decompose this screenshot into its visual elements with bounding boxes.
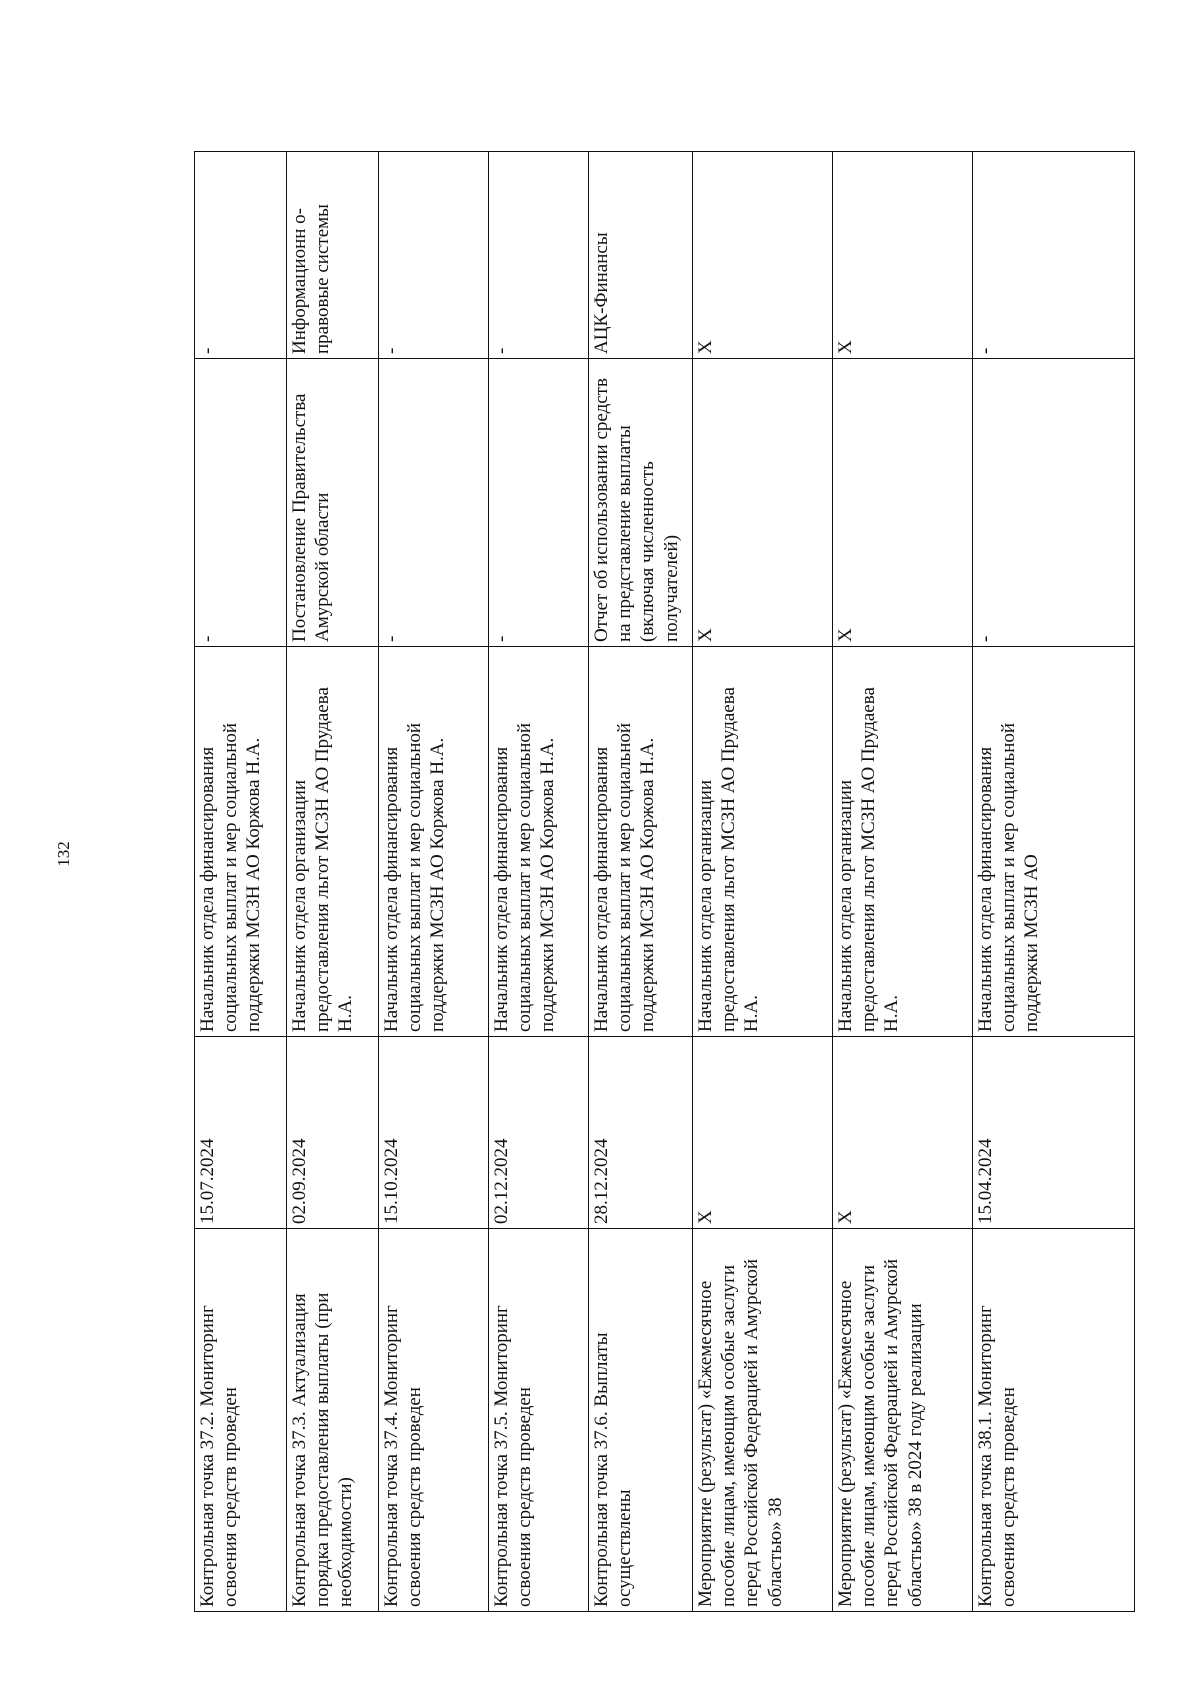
- responsible-cell: Начальник отдела финансирования социальных выплат и мер социальной поддержки МСЗН АО Коржова Н.А.: [589, 647, 693, 1037]
- table-row: [693, 152, 833, 1612]
- event-cell: Контрольная точка 37.4. Мониторинг освоения средств проведен: [379, 1229, 489, 1612]
- responsible-cell: Начальник отдела финансирования социальных выплат и мер социальной поддержки МСЗН АО Коржова Н.А.: [379, 647, 489, 1037]
- system-cell: Информационн о-правовые системы: [287, 152, 379, 359]
- table-row: [287, 152, 379, 1612]
- document-cell: -: [973, 359, 1135, 647]
- system-cell: -: [489, 152, 589, 359]
- system-cell: -: [379, 152, 489, 359]
- document-cell: -: [489, 359, 589, 647]
- table-row: [973, 152, 1135, 1612]
- table-row: [489, 152, 589, 1612]
- schedule-table: [194, 151, 1135, 1612]
- document-cell: X: [833, 359, 973, 647]
- table-row: [379, 152, 489, 1612]
- responsible-cell: Начальник отдела финансирования социальных выплат и мер социальной поддержки МСЗН АО: [973, 647, 1135, 1037]
- system-cell: X: [833, 152, 973, 359]
- event-cell: Контрольная точка 37.2. Мониторинг освоения средств проведен: [195, 1229, 287, 1612]
- table-row: [833, 152, 973, 1612]
- event-cell: Контрольная точка 37.6. Выплаты осуществлены: [589, 1229, 693, 1612]
- date-cell: 28.12.2024: [589, 1037, 693, 1229]
- responsible-cell: Начальник отдела организации предоставления льгот МСЗН АО Прудаева Н.А.: [833, 647, 973, 1037]
- control-points-table: [194, 152, 1134, 1612]
- date-cell: 15.10.2024: [379, 1037, 489, 1229]
- page-number: 132: [54, 841, 73, 867]
- document-cell: Отчет об использовании средств на представление выплаты (включая численность получателей): [589, 359, 693, 647]
- date-cell: 15.04.2024: [973, 1037, 1135, 1229]
- responsible-cell: Начальник отдела организации предоставления льгот МСЗН АО Прудаева Н.А.: [693, 647, 833, 1037]
- event-cell: Контрольная точка 37.3. Актуализация порядка предоставления выплаты (при необходимости): [287, 1229, 379, 1612]
- document-cell: -: [379, 359, 489, 647]
- system-cell: АЦК-Финансы: [589, 152, 693, 359]
- system-cell: -: [973, 152, 1135, 359]
- responsible-cell: Начальник отдела финансирования социальных выплат и мер социальной поддержки МСЗН АО Коржова Н.А.: [195, 647, 287, 1037]
- document-cell: Постановление Правительства Амурской области: [287, 359, 379, 647]
- event-cell: Мероприятие (результат) «Ежемесячное пособие лицам, имеющим особые заслуги перед Российской Федерацией и Амурской областью» 38: [693, 1229, 833, 1612]
- document-cell: X: [693, 359, 833, 647]
- date-cell: 15.07.2024: [195, 1037, 287, 1229]
- system-cell: X: [693, 152, 833, 359]
- event-cell: Контрольная точка 37.5. Мониторинг освоения средств проведен: [489, 1229, 589, 1612]
- table-row: [589, 152, 693, 1612]
- date-cell: 02.12.2024: [489, 1037, 589, 1229]
- date-cell: X: [693, 1037, 833, 1229]
- table-row: [195, 152, 287, 1612]
- event-cell: Контрольная точка 38.1. Мониторинг освоения средств проведен: [973, 1229, 1135, 1612]
- document-cell: -: [195, 359, 287, 647]
- responsible-cell: Начальник отдела организации предоставления льгот МСЗН АО Прудаева Н.А.: [287, 647, 379, 1037]
- date-cell: 02.09.2024: [287, 1037, 379, 1229]
- responsible-cell: Начальник отдела финансирования социальных выплат и мер социальной поддержки МСЗН АО Коржова Н.А.: [489, 647, 589, 1037]
- event-cell: Мероприятие (результат) «Ежемесячное пособие лицам, имеющим особые заслуги перед Российской Федерацией и Амурской областью» 38 в 2024 году реализации: [833, 1229, 973, 1612]
- system-cell: -: [195, 152, 287, 359]
- date-cell: X: [833, 1037, 973, 1229]
